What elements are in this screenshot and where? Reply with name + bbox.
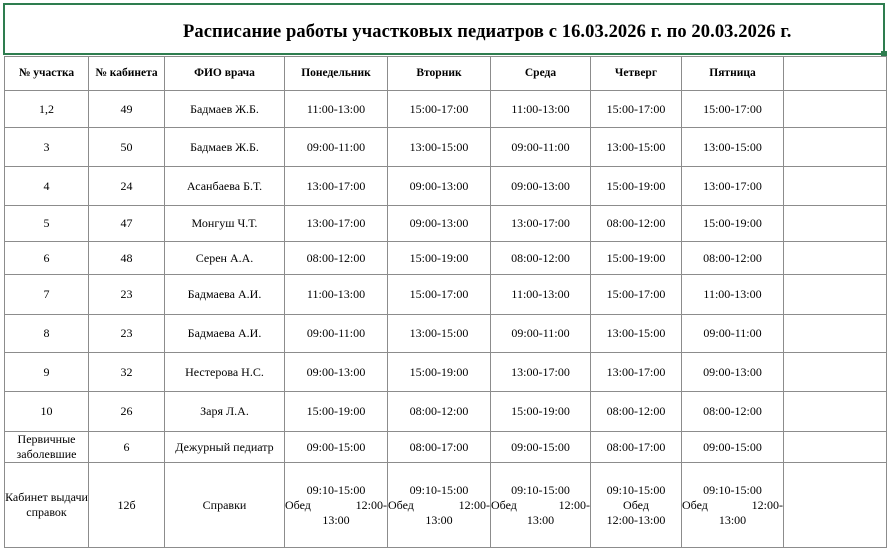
table-row bbox=[5, 242, 887, 275]
cell-cabinet: 48 bbox=[89, 242, 165, 275]
cell-tuesday: 08:00-12:00 bbox=[388, 392, 491, 432]
cell-district: 1,2 bbox=[5, 91, 89, 128]
table-row bbox=[5, 392, 887, 432]
table-row bbox=[5, 206, 887, 242]
lunch-start: 12:00- bbox=[751, 497, 783, 512]
cell-cabinet: 12б bbox=[89, 463, 165, 548]
cell-doctor: Бадмаев Ж.Б. bbox=[165, 91, 285, 128]
hours-text: 09:10-15:00 bbox=[511, 482, 570, 497]
cell-wednesday: 13:00-17:00 bbox=[491, 353, 591, 392]
schedule-table bbox=[4, 56, 887, 548]
header-row bbox=[5, 57, 887, 91]
cell-district: 7 bbox=[5, 275, 89, 315]
cell-thursday: 15:00-19:00 bbox=[591, 242, 682, 275]
lunch-end: 13:00 bbox=[322, 512, 350, 527]
header-tuesday: Вторник bbox=[388, 57, 491, 91]
cell-wednesday: 09:00-11:00 bbox=[491, 128, 591, 167]
cell-tuesday: 15:00-17:00 bbox=[388, 91, 491, 128]
cell-empty bbox=[784, 392, 887, 432]
table-row bbox=[5, 275, 887, 315]
cell-monday: 09:00-11:00 bbox=[285, 128, 388, 167]
cell-cabinet: 23 bbox=[89, 275, 165, 315]
cell-cabinet: 23 bbox=[89, 315, 165, 353]
cell-tuesday: 15:00-19:00 bbox=[388, 353, 491, 392]
cell-thursday: 13:00-15:00 bbox=[591, 315, 682, 353]
cell-friday: 11:00-13:00 bbox=[682, 275, 784, 315]
cell-doctor: Бадмаев Ж.Б. bbox=[165, 128, 285, 167]
cell-tuesday: 13:00-15:00 bbox=[388, 315, 491, 353]
hours-text: 09:10-15:00 bbox=[703, 482, 762, 497]
header-cabinet: № кабинета bbox=[89, 57, 165, 91]
cell-empty bbox=[784, 128, 887, 167]
lunch-start: 12:00- bbox=[558, 497, 590, 512]
cell-friday: 13:00-17:00 bbox=[682, 167, 784, 206]
lunch-end: 13:00 bbox=[526, 512, 555, 527]
cell-district: 9 bbox=[5, 353, 89, 392]
lunch-word: Обед bbox=[491, 497, 517, 512]
cell-doctor: Нестерова Н.С. bbox=[165, 353, 285, 392]
cell-monday: 13:00-17:00 bbox=[285, 206, 388, 242]
lunch-start: 12:00- bbox=[355, 497, 387, 512]
lunch-line bbox=[285, 498, 387, 513]
cell-tuesday: 08:00-17:00 bbox=[388, 432, 491, 463]
cell-wednesday: 09:00-13:00 bbox=[491, 167, 591, 206]
lunch-line bbox=[491, 498, 590, 513]
cell-monday: 09:00-15:00 bbox=[285, 432, 388, 463]
cell-monday: 13:00-17:00 bbox=[285, 167, 388, 206]
cell-cabinet: 50 bbox=[89, 128, 165, 167]
header-monday: Понедельник bbox=[285, 57, 388, 91]
header-wednesday: Среда bbox=[491, 57, 591, 91]
table-row bbox=[5, 91, 887, 128]
lunch-word: Обед bbox=[682, 497, 708, 512]
cell-monday: 11:00-13:00 bbox=[285, 275, 388, 315]
cell-doctor: Бадмаева А.И. bbox=[165, 275, 285, 315]
cell-wednesday: 11:00-13:00 bbox=[491, 91, 591, 128]
cell-empty bbox=[784, 167, 887, 206]
cell-wednesday: 08:00-12:00 bbox=[491, 242, 591, 275]
cell-wednesday: 09:00-11:00 bbox=[491, 315, 591, 353]
lunch-word: Обед bbox=[388, 497, 414, 512]
cell-friday: 15:00-17:00 bbox=[682, 91, 784, 128]
cell-empty bbox=[784, 206, 887, 242]
page-title: Расписание работы участковых педиатров с 16.03.2026 г. по 20.03.2026 г. bbox=[183, 22, 792, 42]
cell-cabinet: 6 bbox=[89, 432, 165, 463]
hours-text: 09:10-15:00 bbox=[409, 482, 469, 497]
cell-empty bbox=[784, 463, 887, 548]
header-doctor: ФИО врача bbox=[165, 57, 285, 91]
cell-cabinet: 24 bbox=[89, 167, 165, 206]
cell-doctor: Асанбаева Б.Т. bbox=[165, 167, 285, 206]
hours-text: 09:10-15:00 bbox=[306, 482, 366, 497]
cell-friday: 09:00-13:00 bbox=[682, 353, 784, 392]
cell-friday: 13:00-15:00 bbox=[682, 128, 784, 167]
cell-empty bbox=[784, 91, 887, 128]
cell-friday: 08:00-12:00 bbox=[682, 392, 784, 432]
table-row bbox=[5, 128, 887, 167]
cell-district: 6 bbox=[5, 242, 89, 275]
table-row bbox=[5, 167, 887, 206]
cell-monday bbox=[285, 463, 388, 548]
cell-friday: 08:00-12:00 bbox=[682, 242, 784, 275]
cell-thursday: 08:00-12:00 bbox=[591, 206, 682, 242]
cell-wednesday: 13:00-17:00 bbox=[491, 206, 591, 242]
table-row bbox=[5, 315, 887, 353]
cell-thursday: 08:00-12:00 bbox=[591, 392, 682, 432]
cell-wednesday: 09:00-15:00 bbox=[491, 432, 591, 463]
cell-doctor: Бадмаева А.И. bbox=[165, 315, 285, 353]
table-row-certificates bbox=[5, 463, 887, 548]
cell-doctor: Заря Л.А. bbox=[165, 392, 285, 432]
cell-empty bbox=[784, 432, 887, 463]
cell-district: Кабинет выдачи справок bbox=[5, 463, 89, 548]
cell-thursday bbox=[591, 463, 682, 548]
lunch-start: 12:00- bbox=[458, 497, 490, 512]
title-box bbox=[3, 3, 885, 55]
lunch-line bbox=[388, 498, 490, 513]
cell-friday: 09:00-15:00 bbox=[682, 432, 784, 463]
hours-text: 09:10-15:00 bbox=[606, 482, 666, 497]
cell-tuesday: 09:00-13:00 bbox=[388, 206, 491, 242]
lunch-word: Обед bbox=[623, 497, 649, 512]
cell-monday: 08:00-12:00 bbox=[285, 242, 388, 275]
cell-tuesday: 09:00-13:00 bbox=[388, 167, 491, 206]
cell-empty bbox=[784, 242, 887, 275]
cell-wednesday: 15:00-19:00 bbox=[491, 392, 591, 432]
lunch-end: 13:00 bbox=[425, 512, 453, 527]
cell-cabinet: 26 bbox=[89, 392, 165, 432]
cell-district: 3 bbox=[5, 128, 89, 167]
cell-tuesday: 13:00-15:00 bbox=[388, 128, 491, 167]
cell-monday: 15:00-19:00 bbox=[285, 392, 388, 432]
cell-monday: 11:00-13:00 bbox=[285, 91, 388, 128]
cell-thursday: 15:00-17:00 bbox=[591, 275, 682, 315]
header-thursday: Четверг bbox=[591, 57, 682, 91]
cell-thursday: 13:00-17:00 bbox=[591, 353, 682, 392]
cell-thursday: 13:00-15:00 bbox=[591, 128, 682, 167]
cell-thursday: 08:00-17:00 bbox=[591, 432, 682, 463]
lunch-word: Обед bbox=[285, 497, 311, 512]
cell-empty bbox=[784, 315, 887, 353]
cell-district: 8 bbox=[5, 315, 89, 353]
cell-wednesday: 11:00-13:00 bbox=[491, 275, 591, 315]
cell-district: 5 bbox=[5, 206, 89, 242]
cell-cabinet: 32 bbox=[89, 353, 165, 392]
header-district: № участка bbox=[5, 57, 89, 91]
header-friday: Пятница bbox=[682, 57, 784, 91]
cell-empty bbox=[784, 275, 887, 315]
lunch-range: 12:00-13:00 bbox=[606, 512, 666, 527]
cell-doctor: Монгуш Ч.Т. bbox=[165, 206, 285, 242]
cell-friday: 09:00-11:00 bbox=[682, 315, 784, 353]
cell-friday bbox=[682, 463, 784, 548]
cell-thursday: 15:00-17:00 bbox=[591, 91, 682, 128]
lunch-line bbox=[682, 498, 783, 513]
cell-district: 10 bbox=[5, 392, 89, 432]
cell-tuesday: 15:00-19:00 bbox=[388, 242, 491, 275]
cell-empty bbox=[784, 353, 887, 392]
cell-doctor: Справки bbox=[165, 463, 285, 548]
cell-district: Первичные заболевшие bbox=[5, 432, 89, 463]
cell-cabinet: 49 bbox=[89, 91, 165, 128]
table-row bbox=[5, 432, 887, 463]
cell-doctor: Дежурный педиатр bbox=[165, 432, 285, 463]
lunch-end: 13:00 bbox=[718, 512, 747, 527]
cell-doctor: Серен А.А. bbox=[165, 242, 285, 275]
cell-friday: 15:00-19:00 bbox=[682, 206, 784, 242]
table-row bbox=[5, 353, 887, 392]
cell-district: 4 bbox=[5, 167, 89, 206]
cell-thursday: 15:00-19:00 bbox=[591, 167, 682, 206]
cell-cabinet: 47 bbox=[89, 206, 165, 242]
empty-header-cell bbox=[784, 57, 887, 91]
cell-monday: 09:00-11:00 bbox=[285, 315, 388, 353]
cell-tuesday bbox=[388, 463, 491, 548]
cell-tuesday: 15:00-17:00 bbox=[388, 275, 491, 315]
cell-monday: 09:00-13:00 bbox=[285, 353, 388, 392]
cell-wednesday bbox=[491, 463, 591, 548]
